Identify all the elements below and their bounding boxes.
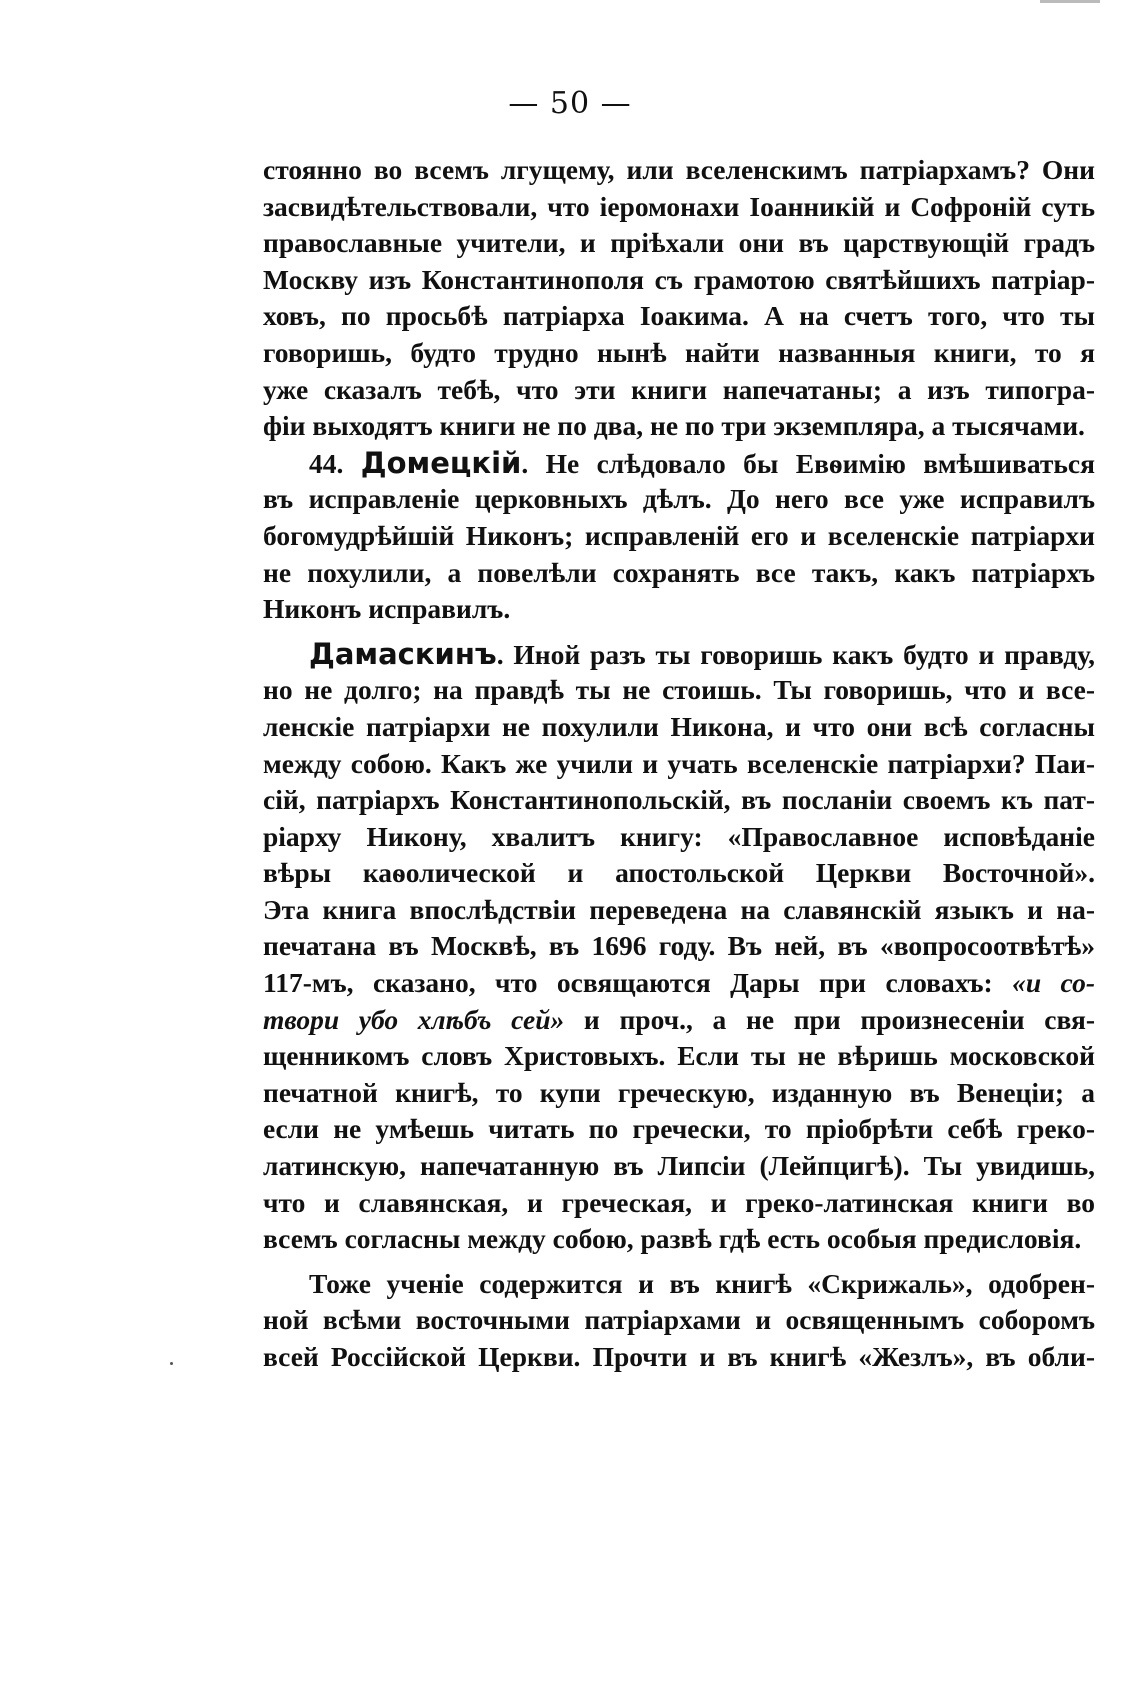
- page-number: — 50 —: [508, 86, 632, 121]
- text-line: [263, 965, 1095, 1002]
- text-line: но не долго; на правдѣ ты не стоишь. Ты говоришь, что и все-: [263, 674, 1095, 706]
- text-line: засвидѣтельствовали, что іеромонахи Іоанникій и Софроній суть: [263, 190, 1095, 222]
- text-line: православные учители, и пріѣхали они въ царствующій градъ: [263, 227, 1095, 259]
- text-line: ленскіе патріархи не похулили Никона, и что они всѣ согласны: [263, 710, 1095, 742]
- text-line: между собою. Какъ же учили и учать вселенскіе патріархи? Паи-: [263, 747, 1095, 779]
- text-line: печатана въ Москвѣ, въ 1696 году. Въ ней, въ «вопросоотвѣтѣ»: [263, 930, 1095, 962]
- text-line: Тоже ученіе содержится и въ книгѣ «Скрижаль», одобрен-: [309, 1267, 1095, 1299]
- text-line: богомудрѣйшій Никонъ; исправленій его и вселенскіе патріархи: [263, 519, 1095, 551]
- text-line: латинскую, напечатанную въ Липсіи (Лейпцигѣ). Ты увидишь,: [263, 1150, 1095, 1182]
- text-line: что и славянская, и греческая, и греко-латинская книги во: [263, 1186, 1095, 1218]
- paragraph-skrizhal: [263, 1266, 1095, 1376]
- paragraph-number: 44.: [309, 447, 344, 479]
- scan-edge-mark: [1040, 0, 1100, 3]
- line-text: 117-мъ, сказано, что освящаются Дары при словахъ:: [263, 967, 1013, 999]
- paragraph-gap: [263, 1258, 1095, 1266]
- text-line: Эта книга впослѣдствіи переведена на славянскій языкъ и на-: [263, 893, 1095, 925]
- paragraph-gap: [263, 628, 1095, 636]
- text-line: ной всѣми восточными патріархами и освященнымъ соборомъ: [263, 1304, 1095, 1336]
- text-line: стоянно во всемъ лгущему, или вселенскимъ патріархамъ? Они: [263, 154, 1095, 185]
- text-line: Москву изъ Константинополя съ грамотою святѣйшихъ патріар-: [263, 263, 1095, 295]
- text-line: печатной книгѣ, то купи греческую, изданную въ Венеціи; а: [263, 1076, 1095, 1108]
- speaker-name: Домецкій: [360, 445, 522, 480]
- text-line: всей Россійской Церкви. Прочти и въ книгѣ «Жезлъ», въ обли-: [263, 1341, 1095, 1372]
- speaker-name: Дамаскинъ: [309, 636, 497, 671]
- text-line: вѣры каѳолической и апостольской Церкви Восточной».: [263, 857, 1095, 889]
- text-line: если не умѣешь читать по гречески, то пріобрѣти себѣ греко-: [263, 1113, 1095, 1145]
- paragraph-damaskin: [263, 636, 1095, 1258]
- text-line: [263, 636, 1095, 673]
- text-line: фіи выходятъ книги не по два, не по три экземпляра, а тысячами.: [263, 410, 1085, 442]
- line-text: и проч., а не при произнесеніи свя-: [564, 1003, 1096, 1035]
- quoted-text: твори убо хлѣбъ сей»: [263, 1003, 565, 1035]
- text-line: сій, патріархъ Константинопольскій, въ посланіи своемъ къ пат-: [263, 784, 1095, 816]
- line-text: . Иной разъ ты говоришь какъ будто и правду,: [496, 638, 1095, 670]
- text-line: ріарху Никону, хвалитъ книгу: «Православное исповѣданіе: [263, 820, 1095, 852]
- paragraph-44: [263, 445, 1095, 628]
- quoted-text: «и со-: [1012, 967, 1095, 999]
- text-line: ховъ, по просьбѣ патріарха Іоакима. А на счетъ того, что ты: [263, 300, 1095, 332]
- body-text: [263, 152, 1095, 1376]
- text-line: не похулили, а повелѣли сохранять все такъ, какъ патріархъ: [263, 556, 1095, 588]
- text-line: [263, 1002, 1095, 1039]
- text-line: всемъ согласны между собою, развѣ гдѣ есть особыя предисловія.: [263, 1223, 1082, 1255]
- scan-speck: [170, 1362, 173, 1365]
- text-line: въ исправленіе церковныхъ дѣлъ. До него все уже исправилъ: [263, 483, 1095, 515]
- text-line: [263, 445, 1095, 482]
- text-line: говоришь, будто трудно нынѣ найти названныя книги, то я: [263, 336, 1095, 368]
- text-line: щенникомъ словъ Христовыхъ. Если ты не вѣришь московской: [263, 1040, 1095, 1072]
- paragraph-continuation: [263, 152, 1095, 445]
- text-line: уже сказалъ тебѣ, что эти книги напечатаны; а изъ типогра-: [263, 373, 1095, 405]
- text-line: Никонъ исправилъ.: [263, 593, 511, 625]
- line-text: . Не слѣдовало бы Евѳимію вмѣшиваться: [521, 447, 1096, 479]
